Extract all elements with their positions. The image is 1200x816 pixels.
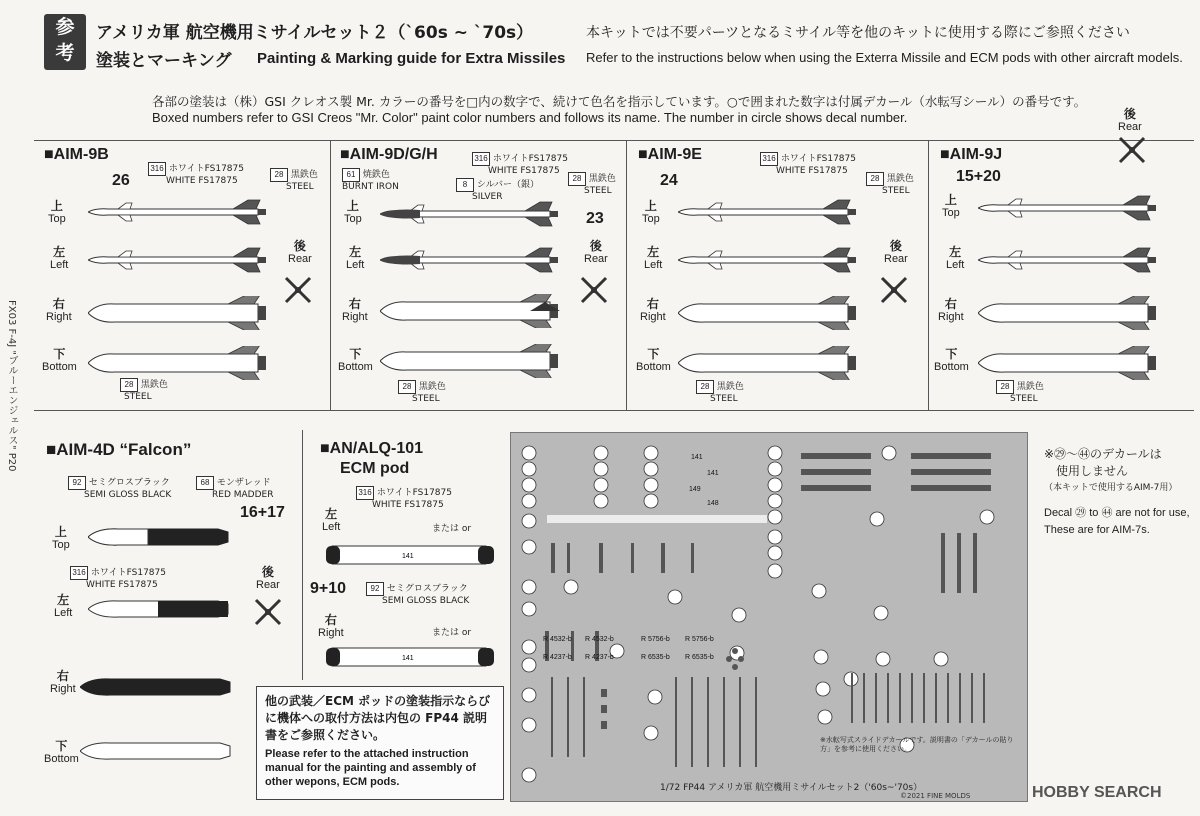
aim9b-number: 26 <box>112 172 130 189</box>
ecm-or-label-2: または or <box>432 628 472 638</box>
intro-en: Boxed numbers refer to GSI Creos "Mr. Color" paint color numbers and follows its name. The number in circle shows decal number. <box>152 110 908 125</box>
divider-2 <box>626 140 627 410</box>
decal-code: R 5756-b <box>685 636 714 643</box>
aim9j-top-view <box>978 194 1168 224</box>
view-top-label: 上 Top <box>344 199 362 225</box>
aim9d-steel-bottom-callout <box>398 380 446 405</box>
aim4d-title: ■AIM-4D “Falcon” <box>46 440 192 459</box>
paint-name-en: RED MADDER <box>212 490 274 500</box>
divider-4 <box>302 430 303 680</box>
ecm-pod-number: 141 <box>402 655 414 662</box>
aim9j-title: ■AIM-9J <box>940 146 1003 163</box>
ecm-number: 9+10 <box>310 580 347 597</box>
decal-usage-note <box>1044 446 1194 539</box>
view-rear-label: 後 Rear <box>884 239 908 265</box>
view-top-label: 上 Top <box>48 199 66 225</box>
view-bottom-label: 下 Bottom <box>42 347 77 373</box>
paint-name-en: WHITE FS17875 <box>776 166 848 176</box>
paint-code-box: 28 <box>996 380 1014 394</box>
paint-name-jp: 黒鉄色 <box>140 380 168 390</box>
aim4d-left-view <box>88 592 248 626</box>
aim9b-steel-callout <box>270 168 318 193</box>
ecm-sgb-callout <box>366 582 469 607</box>
paint-code-box: 92 <box>366 582 384 596</box>
aim9d-bottom-view <box>380 344 570 378</box>
aim9d-steel-callout <box>568 172 616 197</box>
decal-code: 148 <box>707 500 719 507</box>
paint-code-box: 316 <box>148 162 166 176</box>
paint-name-jp: セミグロスブラック <box>88 478 170 488</box>
decal-small-note: ※水転写式スライドデカールです。説明書の「デカールの貼り方」を参考に使用ください。 <box>820 736 1014 753</box>
view-right-label: 右 Right <box>318 613 344 639</box>
aim9d-left-view <box>380 246 570 276</box>
paint-code-box: 61 <box>342 168 360 182</box>
aim9e-left-view <box>678 246 868 276</box>
decal-code: R 4532-b <box>543 636 572 643</box>
paint-name-jp: モンザレッド <box>216 478 271 488</box>
ecm-left-view <box>326 540 496 570</box>
instruction-box <box>256 686 504 800</box>
paint-name-en: STEEL <box>882 186 910 196</box>
aim9e-number: 24 <box>660 172 678 189</box>
paint-name-en: WHITE FS17875 <box>86 580 158 590</box>
header-note-jp: 本キットでは不要パーツとなるミサイル等を他のキットに使用する際にご参照ください <box>586 25 1130 41</box>
decal-copyright: ©2021 FINE MOLDS <box>900 792 971 800</box>
view-bottom-label: 下 Bottom <box>338 347 373 373</box>
paint-name-en: SEMI GLOSS BLACK <box>382 596 470 606</box>
aim9d-right-view <box>380 294 570 328</box>
paint-name-en: STEEL <box>286 182 314 192</box>
view-left-label: 左 Left <box>50 245 69 271</box>
ecm-or-label: または or <box>432 524 472 534</box>
decal-code: R 6535-b <box>685 654 714 661</box>
paint-name-en: BURNT IRON <box>342 182 399 192</box>
decal-note-jp-1: ※㉙～㊹のデカールは <box>1044 447 1162 461</box>
view-left-label: 左 Left <box>946 245 965 271</box>
paint-name-jp: 黒鉄色 <box>588 174 616 184</box>
aim9b-left-view <box>88 246 278 276</box>
paint-name-jp: ホワイトFS17875 <box>376 488 452 498</box>
paint-code-box: 28 <box>120 378 138 392</box>
badge-char-1: 参 <box>55 16 75 38</box>
paint-name-jp: 黒鉄色 <box>716 382 744 392</box>
instruction-jp: 他の武装／ECM ポッドの塗装指示ならびに機体への取付方法は内包の FP44 説明書をご参照ください。 <box>265 694 491 742</box>
decal-code: 141 <box>707 470 719 477</box>
aim9d-burnt-callout <box>342 168 399 193</box>
paint-code-box: 316 <box>356 486 374 500</box>
paint-name-en: STEEL <box>412 394 440 404</box>
paint-code-box: 316 <box>70 566 88 580</box>
decal-code: R 6535-b <box>641 654 670 661</box>
intro-jp: 各部の塗装は（株）GSI クレオス製 Mr. カラーの番号を□内の数字で、続けて色名を指示しています。○で囲まれた数字は付属デカール（水転写シール）の番号です。 <box>152 94 1087 109</box>
divider-3 <box>928 140 929 410</box>
aim9j-bottom-view <box>978 346 1168 380</box>
view-left-label: 左 Left <box>644 245 663 271</box>
paint-name-en: STEEL <box>710 394 738 404</box>
view-rear-label: 後 Rear <box>256 565 280 591</box>
divider-1 <box>330 140 331 410</box>
paint-code-box: 28 <box>398 380 416 394</box>
view-rear-label: 後 Rear <box>584 239 608 265</box>
aim9e-white-callout <box>760 152 856 177</box>
page-subtitle-en: Painting & Marking guide for Extra Missiles <box>257 50 566 67</box>
view-left-label: 左 Left <box>54 593 73 619</box>
paint-code-box: 28 <box>696 380 714 394</box>
aim9e-bottom-view <box>678 346 868 380</box>
paint-name-jp: 黒鉄色 <box>886 174 914 184</box>
paint-code-box: 316 <box>472 152 490 166</box>
paint-name-jp: ホワイトFS17875 <box>492 154 568 164</box>
paint-code-box: 8 <box>456 178 474 192</box>
ecm-right-view <box>326 642 496 672</box>
ecm-pod-number: 141 <box>402 553 414 560</box>
aim4d-top-view <box>88 520 248 554</box>
aim4d-right-view <box>80 670 250 704</box>
aim9j-steel-bottom-callout <box>996 380 1044 405</box>
page-subtitle-jp: 塗装とマーキング <box>96 51 232 71</box>
aim9e-top-view <box>678 198 868 228</box>
decal-sheet-caption: 1/72 FP44 アメリカ軍 航空機用ミサイルセット2（'60s~'70s） <box>660 783 923 793</box>
aim4d-bottom-view <box>80 734 250 768</box>
paint-name-jp: ホワイトFS17875 <box>780 154 856 164</box>
view-right-label: 右 Right <box>938 297 964 323</box>
top-divider <box>34 140 1194 141</box>
view-rear-label: 後 Rear <box>288 239 312 265</box>
badge-char-2: 考 <box>55 42 75 64</box>
view-right-label: 右 Right <box>50 669 76 695</box>
page-title: アメリカ軍 航空機用ミサイルセット２（`60s ~ `70s） <box>96 23 534 43</box>
reference-badge <box>44 14 86 70</box>
aim9j-right-view <box>978 296 1168 330</box>
decal-code: R 4532-b <box>585 636 614 643</box>
paint-code-box: 316 <box>760 152 778 166</box>
view-rear-label: 後 Rear <box>1118 107 1142 133</box>
view-top-label: 上 Top <box>942 193 960 219</box>
aim9b-bottom-view <box>88 346 278 380</box>
decal-note-en-1: Decal ㉙ to ㊹ are not for use, <box>1044 507 1190 519</box>
view-left-label: 左 Left <box>322 507 341 533</box>
paint-code-box: 28 <box>866 172 884 186</box>
aim9b-rear-view <box>284 276 312 304</box>
aim9d-white-callout <box>472 152 568 177</box>
aim9e-steel-callout <box>866 172 914 197</box>
view-bottom-label: 下 Bottom <box>44 739 79 765</box>
aim4d-white-callout <box>70 566 166 591</box>
aim4d-sgb-callout <box>68 476 171 501</box>
paint-name-jp: 黒鉄色 <box>1016 382 1044 392</box>
ecm-title: ■AN/ALQ-101 <box>320 440 424 457</box>
paint-name-en: STEEL <box>124 392 152 402</box>
paint-name-jp: 焼鉄色 <box>362 170 390 180</box>
aim9d-top-view <box>380 200 570 230</box>
paint-name-en: WHITE FS17875 <box>488 166 560 176</box>
decal-note-jp-3: （本キットで使用するAIM-7用） <box>1044 483 1178 493</box>
aim9b-white-callout <box>148 162 244 187</box>
paint-code-box: 28 <box>270 168 288 182</box>
paint-name-jp: ホワイトFS17875 <box>168 164 244 174</box>
aim4d-number: 16+17 <box>240 504 285 521</box>
paint-name-en: SILVER <box>472 192 503 202</box>
paint-name-jp: 黒鉄色 <box>418 382 446 392</box>
aim9b-right-view <box>88 296 278 330</box>
paint-name-en: STEEL <box>1010 394 1038 404</box>
paint-name-jp: シルバー（銀） <box>476 180 540 190</box>
aim9d-title: ■AIM-9D/G/H <box>340 146 438 163</box>
paint-name-jp: ホワイトFS17875 <box>90 568 166 578</box>
paint-name-en: STEEL <box>584 186 612 196</box>
paint-name-en: WHITE FS17875 <box>372 500 444 510</box>
paint-code-box: 28 <box>568 172 586 186</box>
decal-code: 141 <box>691 454 703 461</box>
instruction-en: Please refer to the attached instruction manual for the painting and assembly of other wepons, ECM pods. <box>265 748 476 788</box>
header-note-en: Refer to the instructions below when using the Exterra Missile and ECM pods with other aircraft models. <box>586 50 1183 65</box>
paint-code-box: 68 <box>196 476 214 490</box>
decal-note-jp-2: 使用しません <box>1056 464 1129 478</box>
side-code: FX03 F-4J "ブルーエンジェルス" P20 <box>6 300 17 472</box>
view-top-label: 上 Top <box>52 525 70 551</box>
aim9b-steel-bottom-callout <box>120 378 168 403</box>
view-top-label: 上 Top <box>642 199 660 225</box>
view-right-label: 右 Right <box>640 297 666 323</box>
paint-code-box: 92 <box>68 476 86 490</box>
aim4d-rear-view <box>254 598 282 626</box>
aim9e-right-view <box>678 296 868 330</box>
aim9e-rear-view <box>880 276 908 304</box>
mid-divider <box>34 410 1194 411</box>
decal-code: R 5756-b <box>641 636 670 643</box>
paint-name-jp: 黒鉄色 <box>290 170 318 180</box>
aim9e-title: ■AIM-9E <box>638 146 702 163</box>
aim9d-number: 23 <box>586 210 604 227</box>
decal-note-en-2: These are for AIM-7s. <box>1044 524 1150 536</box>
aim9b-top-view <box>88 198 278 228</box>
view-right-label: 右 Right <box>46 297 72 323</box>
decal-code: R 4237-b <box>543 654 572 661</box>
decal-code: R 4237-b <box>585 654 614 661</box>
aim9e-steel-bottom-callout <box>696 380 744 405</box>
aim9j-number: 15+20 <box>956 168 1001 185</box>
view-left-label: 左 Left <box>346 245 365 271</box>
decal-code: 149 <box>689 486 701 493</box>
view-right-label: 右 Right <box>342 297 368 323</box>
view-bottom-label: 下 Bottom <box>934 347 969 373</box>
paint-name-en: SEMI GLOSS BLACK <box>84 490 172 500</box>
aim9d-rear-view <box>580 276 608 304</box>
ecm-subtitle: ECM pod <box>340 460 410 477</box>
aim4d-red-callout <box>196 476 273 501</box>
aim9j-rear-view <box>1118 136 1146 164</box>
aim9j-left-view <box>978 246 1168 276</box>
view-bottom-label: 下 Bottom <box>636 347 671 373</box>
ecm-white-callout <box>356 486 452 511</box>
hobby-search-watermark: HOBBY SEARCH <box>1032 784 1162 801</box>
paint-name-jp: セミグロスブラック <box>386 584 468 594</box>
paint-name-en: WHITE FS17875 <box>166 176 238 186</box>
aim9b-title: ■AIM-9B <box>44 146 109 163</box>
